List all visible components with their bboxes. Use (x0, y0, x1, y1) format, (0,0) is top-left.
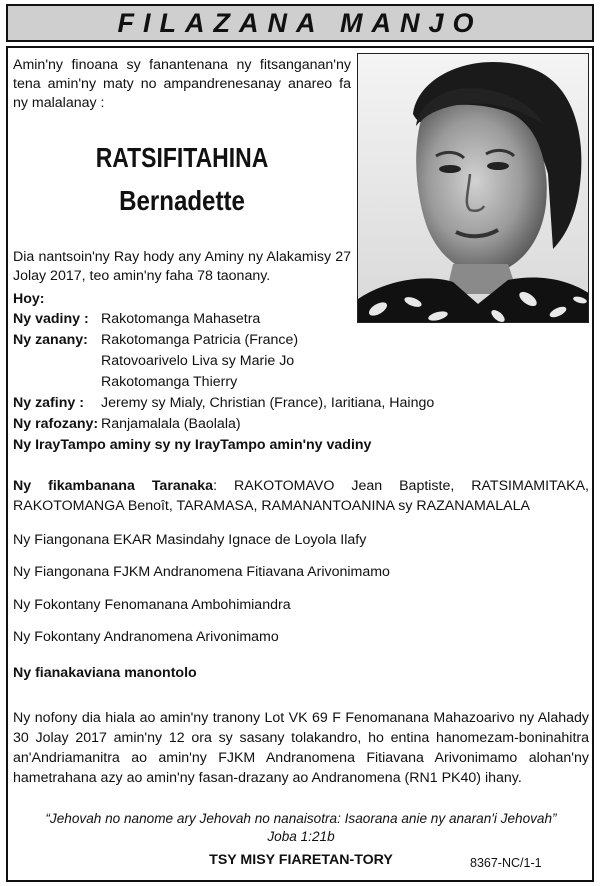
organization-3: Ny Fokontany Fenomanana Ambohimiandra (13, 597, 291, 613)
verse-reference: Joba 1:21b (267, 829, 335, 844)
portrait-photo (357, 53, 589, 323)
extended-family: Ny fianakaviana manontolo (13, 665, 197, 681)
organization-4: Ny Fokontany Andranomena Arivonimamo (13, 629, 279, 645)
fikambanana-value: : RAKOTOMAVO Jean Baptiste, RATSIMAMITAKA, RAKOTOMANGA Benoît, TARAMASA, RAMANANTOANINA sy RAZANAMALALA (13, 478, 589, 514)
fikambanana-paragraph (13, 476, 589, 516)
zafiny-value: Jeremy sy Mialy, Christian (France), Iaritiana, Haingo (101, 395, 435, 411)
zanany-value-2: Ratovoarivelo Liva sy Marie Jo (101, 353, 295, 369)
organization-1: Ny Fiangonana EKAR Masindahy Ignace de Loyola Ilafy (13, 532, 367, 548)
bible-verse: “Jehovah no nanome ary Jehovah no nanaisotra: Isaorana anie ny anaran'i Jehovah” (45, 811, 557, 826)
zanany-value-1: Rakotomanga Patricia (France) (101, 332, 299, 348)
burial-notice: Ny nofony dia hiala ao amin'ny tranony Lot VK 69 F Fenomanana Mahazoarivo ny Alahady 30 Jolay 2017 amin'ny 12 ora sy sasany tolakandro, ho entina hanomezam-boninahitra an'Andriamanitra ao amin'ny FJKM Andranomena Fitiavana Arivonimamo alohan'ny hametrahana azy ao amin'ny fasan-drazany ao Andranomena (RN1 PK40) ihany. (13, 710, 589, 786)
closing-text: TSY MISY FIARETAN-TORY (209, 852, 393, 868)
vadiny-value: Rakotomanga Mahasetra (101, 311, 261, 327)
organization-2: Ny Fiangonana FJKM Andranomena Fitiavana Arivonimamo (13, 564, 390, 580)
zanany-value-3: Rakotomanga Thierry (101, 374, 238, 390)
fikambanana-label: Ny fikambanana Taranaka (13, 478, 214, 494)
ad-code: 8367-NC/1-1 (470, 856, 542, 870)
deceased-surname: RATSIFITAHINA (95, 142, 269, 173)
header-banner (6, 4, 594, 42)
vadiny-label: Ny vadiny : (13, 311, 89, 327)
rafozany-label: Ny rafozany: (13, 416, 99, 432)
zafiny-label: Ny zafiny : (13, 395, 84, 411)
deceased-given-name: Bernadette (119, 185, 245, 216)
death-notice: Dia nantsoin'ny Ray hody any Aminy ny Alakamisy 27 Jolay 2017, teo amin'ny faha 78 taonany. (13, 249, 351, 284)
intro-text: Amin'ny finoana sy fanantenana ny fitsanganan'ny tena amin'ny maty no ampandrenesanay anareo fa ny malalanay : (13, 57, 351, 111)
header-title: FILAZANA MANJO (117, 7, 483, 38)
rafozany-value: Ranjamalala (Baolala) (101, 416, 241, 432)
family-heading: Hoy: (13, 291, 45, 307)
zanany-label: Ny zanany: (13, 332, 88, 348)
iraytampo-line: Ny IrayTampo aminy sy ny IrayTampo amin'ny vadiny (13, 437, 372, 453)
